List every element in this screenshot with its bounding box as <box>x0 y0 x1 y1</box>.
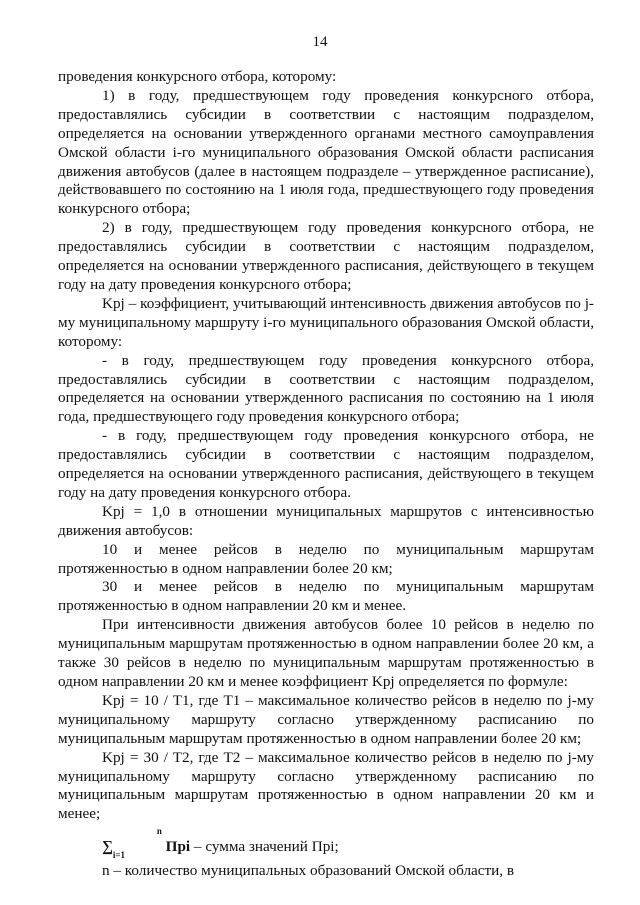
paragraph: Kpj = 1,0 в отношении муниципальных маршрутов с интенсивностью движения автобусов: <box>58 502 594 539</box>
sum-formula <box>102 826 191 861</box>
paragraph: 30 и менее рейсов в неделю по муниципальным маршрутам протяженностью в одном направлении 20 км и менее. <box>58 578 594 615</box>
sum-upper-limit: n <box>156 826 162 837</box>
paragraph: Kpj = 30 / T2, где T2 – максимальное количество рейсов в неделю по j-му муниципальному маршруту согласно утвержденному расписанию по муниципальным маршрутам протяженностью в одном направлении 20 км и менее; <box>58 748 594 823</box>
paragraph: Kpj = 10 / T1, где T1 – максимальное количество рейсов в неделю по j-му муниципальному маршруту согласно утвержденному расписанию по муниципальным маршрутам протяженностью в одном направлении более 20 км; <box>58 691 594 747</box>
paragraph: При интенсивности движения автобусов более 10 рейсов в неделю по муниципальным маршрутам протяженностью в одном направлении более 20 км, а также 30 рейсов в неделю по муниципальным маршрутам протяженностью в одном направлении 20 км и менее коэффициент Kpj определяется по формуле: <box>58 616 594 690</box>
paragraph: - в году, предшествующем году проведения конкурсного отбора, предоставлялись субсидии в соответствии с настоящим подразделом, определяется на основании утвержденного расписания по состоянию на 1 июля года, предшествующего году проведения конкурсного отбора; <box>58 351 594 426</box>
paragraph-last: n – количество муниципальных образований Омской области, в <box>102 862 515 880</box>
sum-lower-limit: i=1 <box>112 850 125 861</box>
sum-formula-line <box>58 824 594 862</box>
paragraph: 2) в году, предшествующем году проведения конкурсного отбора, не предоставлялись субсидии в соответствии с настоящим подразделом, определяется на основании утвержденного расписания, действующего в текущем году на дату проведения конкурсного отбора; <box>58 219 594 293</box>
paragraph: проведения конкурсного отбора, которому: <box>58 68 337 85</box>
sum-symbol: ∑ <box>102 838 113 856</box>
sum-description: – сумма значений Пpi; <box>190 838 339 856</box>
page-number: 14 <box>312 34 328 50</box>
sum-term: Пpi <box>165 838 191 856</box>
document-body <box>58 68 594 881</box>
sum-limits <box>113 824 162 862</box>
paragraph: 1) в году, предшествующем году проведения конкурсного отбора, предоставлялись субсидии в соответствии с настоящим подразделом, определяется на основании утвержденного органами местного самоуправления Омской области i-го муниципального образования Омской области расписания движения автобусов (далее в настоящем подразделе – утвержденное расписание), действовавшего по состоянию на 1 июля года, предшествующего году проведения конкурсного отбора; <box>58 86 594 218</box>
paragraph: - в году, предшествующем году проведения конкурсного отбора, не предоставлялись субсидии в соответствии с настоящим подразделом, определяется на основании утвержденного расписания, действующего в текущем году на дату проведения конкурсного отбора. <box>58 427 594 501</box>
paragraph: Kpj – коэффициент, учитывающий интенсивность движения автобусов по j-му муниципальному маршруту i-го муниципального образования Омской области, которому: <box>58 294 594 350</box>
paragraph: 10 и менее рейсов в неделю по муниципальным маршрутам протяженностью в одном направлении более 20 км; <box>58 540 594 577</box>
